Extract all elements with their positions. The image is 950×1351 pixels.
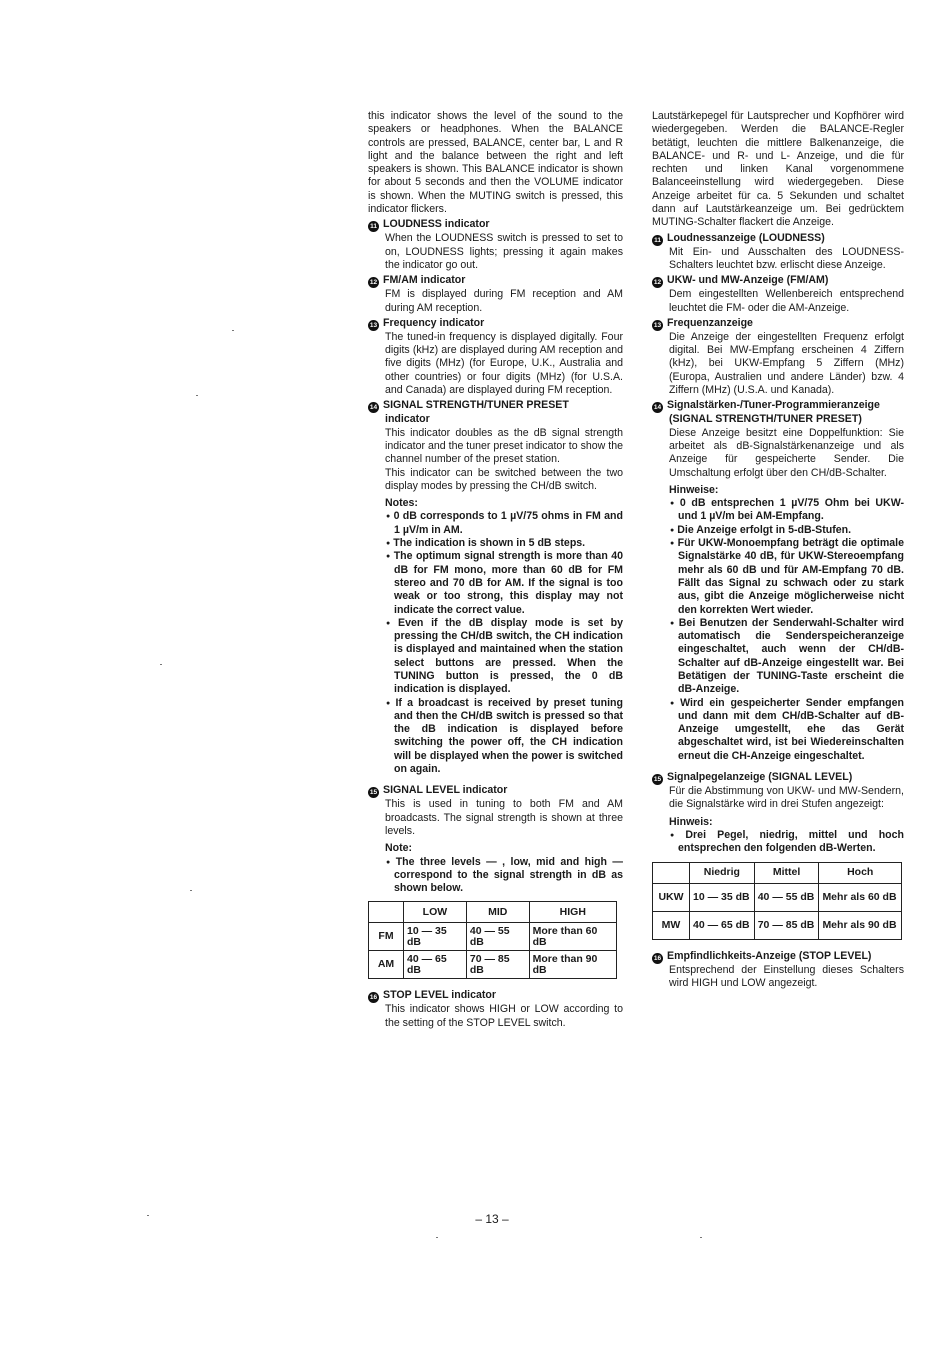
table-cell: More than 90 dB — [529, 951, 616, 979]
table-cell: FM — [369, 923, 404, 951]
table-cell: Mehr als 90 dB — [819, 911, 902, 939]
table-cell: MW — [653, 911, 690, 939]
scan-speck — [147, 1215, 149, 1216]
section-title: SIGNAL LEVEL indicator — [383, 784, 508, 797]
table-header-cell: HIGH — [529, 902, 616, 923]
section-body: Diese Anzeige besitzt eine Doppelfunktion: Sie arbeitet als dB-Signalstärkenanzeige und als Anzeige für gespeicherte Sender. Die Umschaltung erfolgt über den CH/dB-Schalter. — [669, 426, 904, 479]
table-cell: 70 — 85 dB — [754, 911, 819, 939]
english-column — [368, 110, 623, 1030]
notes-list — [368, 510, 623, 776]
number-14-badge: 14 — [369, 404, 378, 412]
section-title: FM/AM indicator — [383, 274, 466, 287]
section-loudness — [652, 232, 904, 273]
section-body: Dem eingestellten Wellenbereich entsprechend leuchtet die FM- oder die AM-Anzeige. — [669, 288, 904, 314]
section-title: UKW- und MW-Anzeige (FM/AM) — [667, 274, 829, 287]
note-label: Note: — [385, 842, 413, 855]
section-signal-level — [368, 784, 623, 979]
table-cell: 10 — 35 dB — [404, 923, 467, 951]
number-11-badge: 11 — [652, 235, 663, 246]
section-body: Mit Ein- und Ausschalten des LOUDNESS-Schalters leuchtet bzw. erlischt diese Anzeige. — [669, 245, 904, 271]
notes-list — [652, 497, 904, 763]
table-header-cell: LOW — [404, 902, 467, 923]
section-body: Für die Abstimmung von UKW- und MW-Sendern, die Signalstärke wird in drei Stufen angezeigt: — [669, 785, 904, 811]
number-13-badge: 13 — [653, 321, 662, 329]
scan-speck — [196, 395, 198, 396]
number-13-badge: 13 — [369, 321, 378, 329]
note-item: ● The optimum signal strength is more than 40 dB for FM mono, more than 60 dB for FM stereo and 70 dB for AM. If the signal is too weak or too strong, this display may not indicate the correct value. — [385, 550, 623, 616]
note-item: ● Wird ein gespeicherter Sender empfangen und dann mit dem CH/dB-Schalter auf dB-Anzeige umgestellt, ehe das Gerät abgeschaltet wird, ist bei Wiedereinschalten erneut die CH-Anzeige eingeschaltet. — [669, 697, 904, 763]
table-row — [653, 883, 902, 911]
table-header-cell — [369, 902, 404, 923]
table-header-cell — [653, 862, 690, 883]
number-15-badge: 15 — [653, 776, 662, 784]
table-cell: UKW — [653, 883, 690, 911]
section-frequency — [368, 317, 623, 397]
section-title: Frequency indicator — [383, 316, 485, 329]
scan-speck — [160, 664, 162, 665]
number-16-badge: 16 — [653, 954, 662, 962]
section-signal-strength — [652, 399, 904, 763]
note-item: ● If a broadcast is received by preset tuning and then the CH/dB switch is pressed so that the dB indication is displayed before switching the power off, the CH indication will be displayed when the power is switched on again. — [385, 697, 623, 777]
note-item: ● Even if the dB display mode is set by pressing the CH/dB switch, the CH indication is displayed and maintained when the station select buttons are pressed. When the TUNING button is pressed, the 0 dB indication is displayed. — [385, 617, 623, 697]
notes-list — [652, 829, 904, 856]
table-cell: 40 — 65 dB — [690, 911, 755, 939]
section-stop-level — [652, 950, 904, 991]
note-item: ● Bei Benutzen der Senderwahl-Schalter wird automatisch die Senderspeicheranzeige eingeschaltet, auch wenn der CH/dB-Schalter auf dB-Anzeige eingestellt war. Bei Betätigen der TUNING-Taste erscheint die dB-Anzeige. — [669, 617, 904, 697]
section-subtitle: indicator — [385, 413, 430, 426]
section-subtitle: (SIGNAL STRENGTH/TUNER PRESET) — [669, 413, 862, 426]
table-cell: 40 — 65 dB — [404, 951, 467, 979]
table-header-cell: MID — [466, 902, 529, 923]
note-item: ● The indication is shown in 5 dB steps. — [385, 537, 623, 550]
intro-text: this indicator shows the level of the sound to the speakers or headphones. When the BALANCE controls are pressed, BALANCE, center bar, L and R light and the balance between the right and left speakers is shown. This BALANCE indicator is shown for about 5 seconds and then the VOLUME indicator is shown. When the MUTING switch is pressed, this indicator flickers. — [368, 110, 623, 216]
note-item: ● Für UKW-Monoempfang beträgt die optimale Signalstärke 40 dB, für UKW-Stereoempfang mehr als 60 dB und für AM-Empfang 70 dB. Fällt das Signal zu schwach oder zu stark aus, gibt die Anzeige möglicherweise nicht den korrekten Wert wieder. — [669, 537, 904, 617]
section-body: The tuned-in frequency is displayed digitally. Four digits (kHz) are displayed during AM reception and five digits (MHz) (for Europe, U.K., Australia and other countries) or four digits (MHz) (for U.S.A. and Canada) are displayed during FM reception. — [385, 330, 623, 397]
table-cell: 40 — 55 dB — [466, 923, 529, 951]
section-title: SIGNAL STRENGTH/TUNER PRESET — [383, 399, 569, 412]
table-row — [369, 951, 617, 979]
section-title: Empfindlichkeits-Anzeige (STOP LEVEL) — [667, 949, 872, 962]
section-fm-am — [368, 274, 623, 315]
section-body: This indicator shows HIGH or LOW according to the setting of the STOP LEVEL switch. — [385, 1003, 623, 1029]
table-cell: 70 — 85 dB — [466, 951, 529, 979]
signal-level-table — [368, 901, 617, 979]
notes-list — [368, 856, 623, 896]
number-12-badge: 12 — [653, 279, 662, 287]
note-item: ● 0 dB entsprechen 1 µV/75 Ohm bei UKW- und 1 µV/m bei AM-Empfang. — [669, 497, 904, 524]
scan-speck — [436, 1237, 438, 1238]
table-header-row — [369, 902, 617, 923]
section-title: LOUDNESS indicator — [383, 218, 490, 231]
table-header-cell: Niedrig — [690, 862, 755, 883]
section-loudness — [368, 218, 623, 272]
section-frequency — [652, 317, 904, 397]
section-fm-am — [652, 274, 904, 315]
section-title: Signalstärken-/Tuner-Programmieranzeige — [667, 399, 880, 412]
section-body: Entsprechend der Einstellung dieses Schalters wird HIGH und LOW angezeigt. — [669, 963, 904, 989]
note-item: ● The three levels — , low, mid and high — correspond to the signal strength in dB as shown below. — [385, 856, 623, 896]
note-label: Hinweis: — [669, 815, 713, 828]
number-14-badge: 14 — [653, 404, 662, 412]
table-header-cell: Hoch — [819, 862, 902, 883]
signal-level-table — [652, 862, 902, 940]
section-title: Loudnessanzeige (LOUDNESS) — [667, 231, 825, 244]
number-11-badge: 11 — [368, 221, 379, 232]
section-title: Frequenzanzeige — [667, 316, 753, 329]
note-item: ● 0 dB corresponds to 1 µV/75 ohms in FM and 1 µV/m in AM. — [385, 510, 623, 537]
section-body: Die Anzeige der eingestellten Frequenz erfolgt digital. Bei MW-Empfang erscheinen 4 Ziffern (kHz), bei UKW-Empfang 5 Ziffern (MHz) (Europa, Australien und andere Länder) bzw. 4 Ziffern (MHz) (U.S.A. und Kanada). — [669, 330, 904, 397]
notes-label: Hinweise: — [669, 483, 719, 496]
table-cell: More than 60 dB — [529, 923, 616, 951]
note-item: ● Die Anzeige erfolgt in 5-dB-Stufen. — [669, 524, 904, 537]
table-cell: 40 — 55 dB — [754, 883, 819, 911]
table-cell: 10 — 35 dB — [690, 883, 755, 911]
scan-speck — [190, 890, 192, 891]
scan-speck — [700, 1237, 702, 1238]
section-stop-level — [368, 989, 623, 1030]
section-signal-strength — [368, 399, 623, 776]
table-row — [369, 923, 617, 951]
section-body: This is used in tuning to both FM and AM broadcasts. The signal strength is shown at three levels. — [385, 798, 623, 837]
table-header-row — [653, 862, 902, 883]
number-16-badge: 16 — [369, 994, 378, 1002]
section-signal-level — [652, 771, 904, 939]
section-body: This indicator doubles as the dB signal strength indicator and the tuner preset indicator to show the channel number of the preset station. — [385, 426, 623, 466]
section-body: This indicator can be switched between the two display modes by pressing the CH/dB switch. — [385, 466, 623, 492]
section-body: When the LOUDNESS switch is pressed to set to on, LOUDNESS lights; pressing it again makes the indicator go out. — [385, 232, 623, 271]
note-item: ● Drei Pegel, niedrig, mittel und hoch entsprechen den folgenden dB-Werten. — [669, 829, 904, 856]
table-cell: AM — [369, 951, 404, 979]
section-body: FM is displayed during FM reception and AM during AM reception. — [385, 288, 623, 314]
number-15-badge: 15 — [369, 789, 378, 797]
table-cell: Mehr als 60 dB — [819, 883, 902, 911]
table-row — [653, 911, 902, 939]
intro-text: Lautstärkepegel für Lautsprecher und Kopfhörer wird wiedergegeben. Werden die BALANCE-Regler betätigt, leuchten die mittlere Balkenanzeige, die BALANCE- und R- und L- Anzeige, und die für rechten und linken Kanal vorgenommene Balanceeinstellung wird wiedergegeben. Diese Anzeige arbeitet für ca. 5 Sekunden und schaltet dann auf Lautstärkeanzeige um. Bei gedrücktem MUTING-Schalter flackert die Anzeige. — [652, 110, 904, 229]
table-header-cell: Mittel — [754, 862, 819, 883]
scan-speck — [232, 330, 234, 331]
section-title: Signalpegelanzeige (SIGNAL LEVEL) — [667, 771, 853, 784]
german-column — [652, 110, 904, 990]
page-number: – 13 – — [475, 1212, 509, 1226]
section-title: STOP LEVEL indicator — [383, 989, 497, 1002]
number-12-badge: 12 — [369, 279, 378, 287]
notes-label: Notes: — [385, 497, 418, 510]
